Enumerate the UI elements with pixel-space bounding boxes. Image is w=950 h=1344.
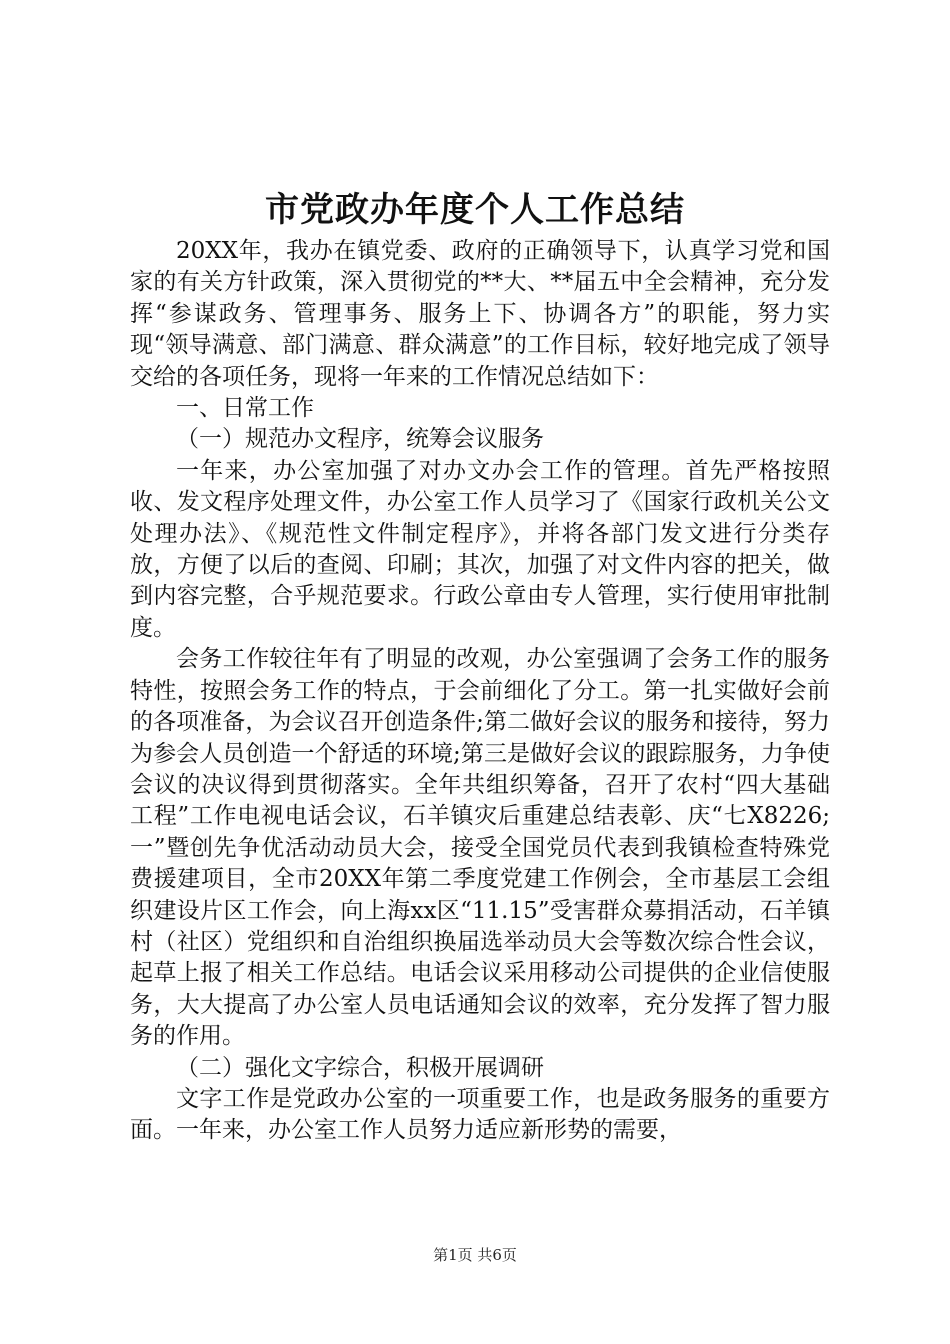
subsection-heading-documents-meetings: （一）规范办文程序，统筹会议服务: [176, 426, 544, 453]
paragraph-intro: 20XX年，我办在镇党委、政府的正确领导下，认真学习党和国家的有关方针政策，深入贯彻党的**大、**届五中全会精神，充分发挥“参谋政务、管理事务、服务上下、协调各方”的职能，努力实现“领导满意、部门满意、群众满意”的工作目标，较好地完成了领导交给的各项任务，现将一年来的工作情况总结如下：: [130, 238, 830, 390]
paragraph-document-management: 一年来，办公室加强了对办文办会工作的管理。首先严格按照收、发文程序处理文件，办公室工作人员学习了《国家行政机关公文处理办法》、《规范性文件制定程序》，并将各部门发文进行分类存放，方便了以后的查阅、印刷；其次，加强了对文件内容的把关，做到内容完整，合乎规范要求。行政公章由专人管理，实行使用审批制度。: [130, 457, 830, 641]
subsection-heading-writing-research: （二）强化文字综合，积极开展调研: [176, 1054, 544, 1081]
section-heading-daily-work: 一、日常工作: [176, 395, 314, 422]
document-title: 市党政办年度个人工作总结: [265, 190, 685, 230]
paragraph-writing-work: 文字工作是党政办公室的一项重要工作，也是政务服务的重要方面。一年来，办公室工作人员努力适应新形势的需要，: [130, 1085, 830, 1144]
document-body: [130, 236, 830, 1147]
paragraph-meeting-services: 会务工作较往年有了明显的改观，办公室强调了会务工作的服务特性，按照会务工作的特点，于会前细化了分工。第一扎实做好会前的各项准备，为会议召开创造条件;第二做好会议的服务和接待，努力为参会人员创造一个舒适的环境;第三是做好会议的跟踪服务，力争使会议的决议得到贯彻落实。全年共组织筹备，召开了农村“四大基础工程”工作电视电话会议，石羊镇灾后重建总结表彰、庆“七X8226;一”暨创先争优活动动员大会，接受全国党员代表到我镇检查特殊党费援建项目，全市20XX年第二季度党建工作例会，全市基层工会组织建设片区工作会，向上海xx区“11.15”受害群众募捐活动，石羊镇村（社区）党组织和自治组织换届选举动员大会等数次综合性会议，起草上报了相关工作总结。电话会议采用移动公司提供的企业信使服务，大大提高了办公室人员电话通知会议的效率，充分发挥了智力服务的作用。: [130, 646, 830, 1050]
page-number-footer: 第1页 共6页: [433, 1246, 517, 1264]
